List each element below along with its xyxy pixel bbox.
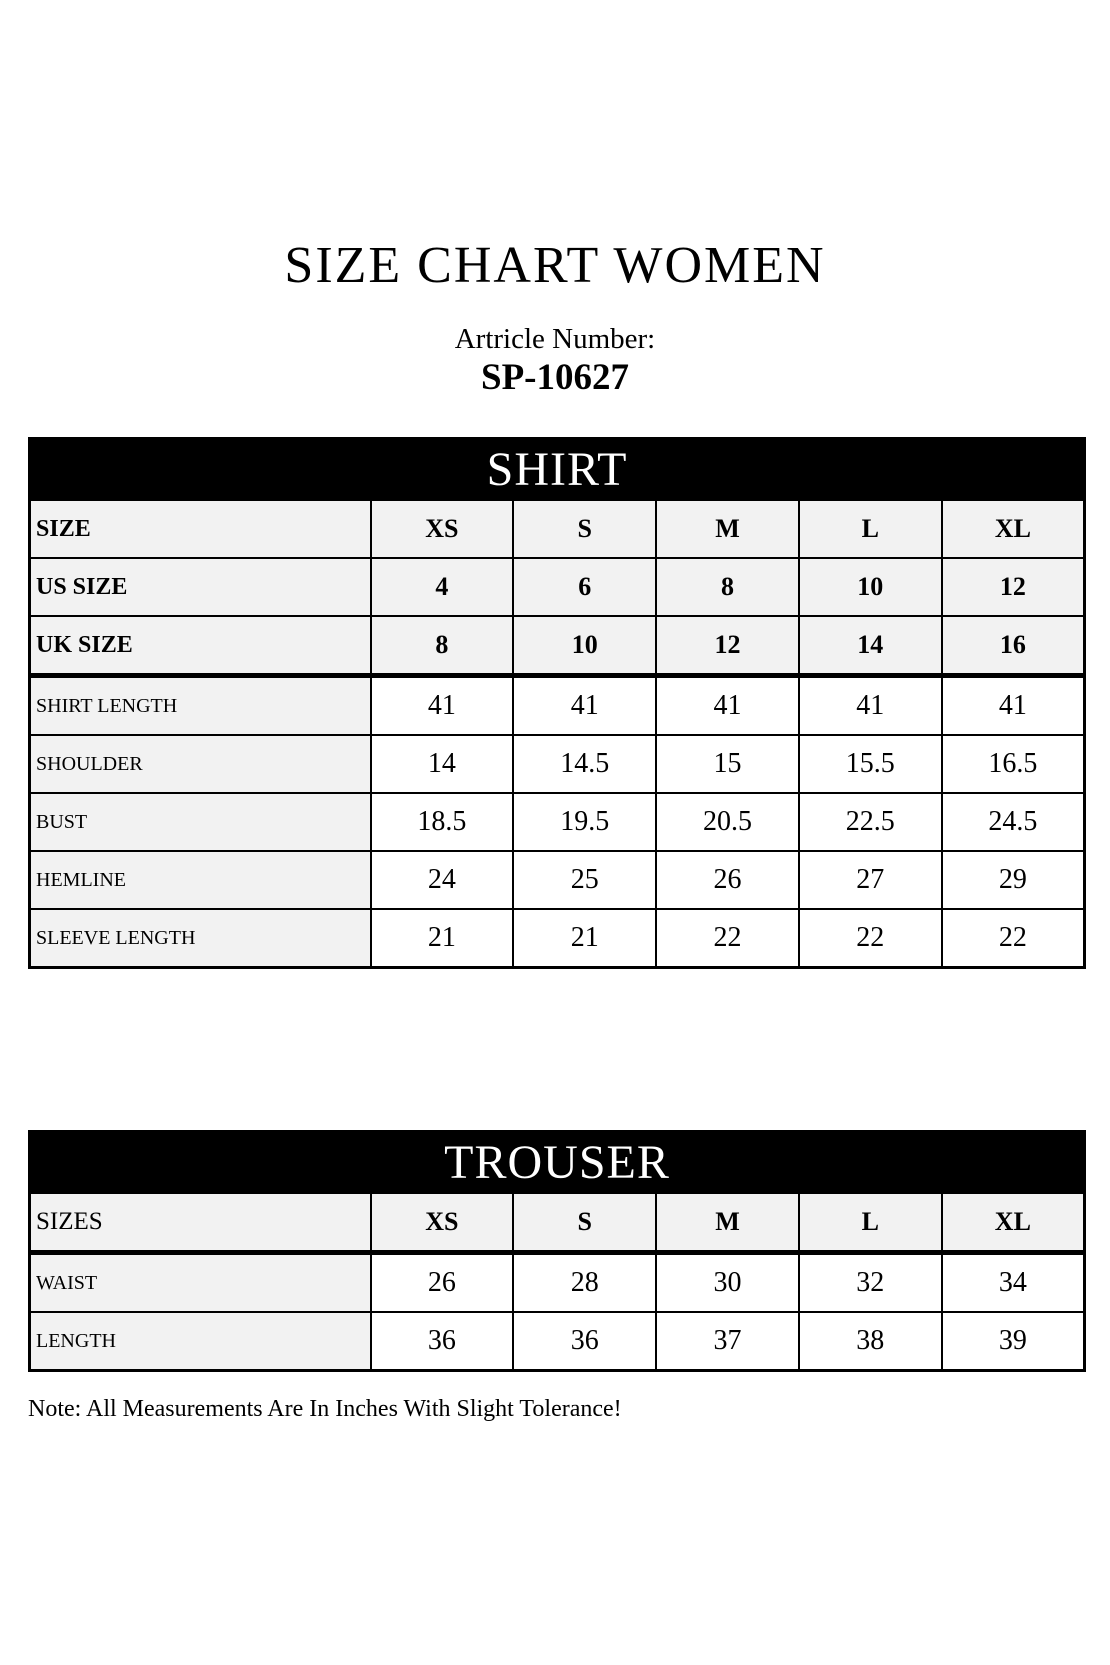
cell-value: 10 [799,558,942,616]
shirt-row-bust [30,793,1085,851]
cell-value: 34 [942,1253,1085,1313]
cell-value: 38 [799,1312,942,1371]
cell-value: 15.5 [799,735,942,793]
cell-value: 28 [513,1253,656,1313]
row-label: SIZE [30,500,371,558]
row-label: LENGTH [30,1312,371,1371]
cell-value: XL [942,1193,1085,1253]
cell-value: 21 [513,909,656,968]
cell-value: M [656,1193,799,1253]
cell-value: 41 [371,676,514,736]
cell-value: 36 [513,1312,656,1371]
cell-value: 27 [799,851,942,909]
row-label: US SIZE [30,558,371,616]
cell-value: 14 [799,616,942,676]
cell-value: S [513,1193,656,1253]
cell-value: XS [371,500,514,558]
cell-value: 14 [371,735,514,793]
row-label: SLEEVE LENGTH [30,909,371,968]
row-label: SIZES [30,1193,371,1253]
trouser-row-sizes [30,1193,1085,1253]
measurement-note: Note: All Measurements Are In Inches With Slight Tolerance! [28,1396,622,1422]
trouser-table-title: TROUSER [30,1132,1085,1194]
shirt-row-shirt-length [30,676,1085,736]
page-title: SIZE CHART WOMEN [284,237,826,294]
cell-value: 41 [942,676,1085,736]
article-number-label: Artricle Number: [454,323,656,355]
cell-value: 32 [799,1253,942,1313]
trouser-table-title-row [30,1132,1085,1194]
row-label: UK SIZE [30,616,371,676]
shirt-row-sleeve-length [30,909,1085,968]
row-label: BUST [30,793,371,851]
cell-value: 22 [656,909,799,968]
shirt-table-title-row [30,439,1085,501]
cell-value: 36 [371,1312,514,1371]
cell-value: 29 [942,851,1085,909]
cell-value: 10 [513,616,656,676]
cell-value: 19.5 [513,793,656,851]
row-label: SHOULDER [30,735,371,793]
cell-value: M [656,500,799,558]
cell-value: 20.5 [656,793,799,851]
cell-value: 22 [942,909,1085,968]
cell-value: XS [371,1193,514,1253]
cell-value: L [799,500,942,558]
cell-value: 30 [656,1253,799,1313]
cell-value: 25 [513,851,656,909]
article-number-value: SP-10627 [481,357,629,398]
shirt-size-table [28,437,1086,969]
cell-value: 41 [656,676,799,736]
cell-value: 16 [942,616,1085,676]
cell-value: 39 [942,1312,1085,1371]
cell-value: 4 [371,558,514,616]
cell-value: 12 [656,616,799,676]
cell-value: 26 [656,851,799,909]
shirt-table-title: SHIRT [30,439,1085,501]
cell-value: S [513,500,656,558]
cell-value: 8 [371,616,514,676]
trouser-row-length [30,1312,1085,1371]
shirt-row-hemline [30,851,1085,909]
cell-value: 8 [656,558,799,616]
row-label: SHIRT LENGTH [30,676,371,736]
trouser-size-table [28,1130,1086,1372]
cell-value: 26 [371,1253,514,1313]
cell-value: 22 [799,909,942,968]
cell-value: 24.5 [942,793,1085,851]
cell-value: 41 [799,676,942,736]
cell-value: 18.5 [371,793,514,851]
cell-value: XL [942,500,1085,558]
row-label: WAIST [30,1253,371,1313]
shirt-row-shoulder [30,735,1085,793]
shirt-row-uk-size [30,616,1085,676]
shirt-row-size [30,500,1085,558]
cell-value: 6 [513,558,656,616]
cell-value: 24 [371,851,514,909]
cell-value: 37 [656,1312,799,1371]
cell-value: 21 [371,909,514,968]
cell-value: 15 [656,735,799,793]
cell-value: 16.5 [942,735,1085,793]
cell-value: 41 [513,676,656,736]
cell-value: 22.5 [799,793,942,851]
trouser-row-waist [30,1253,1085,1313]
cell-value: 12 [942,558,1085,616]
cell-value: L [799,1193,942,1253]
cell-value: 14.5 [513,735,656,793]
row-label: HEMLINE [30,851,371,909]
shirt-row-us-size [30,558,1085,616]
